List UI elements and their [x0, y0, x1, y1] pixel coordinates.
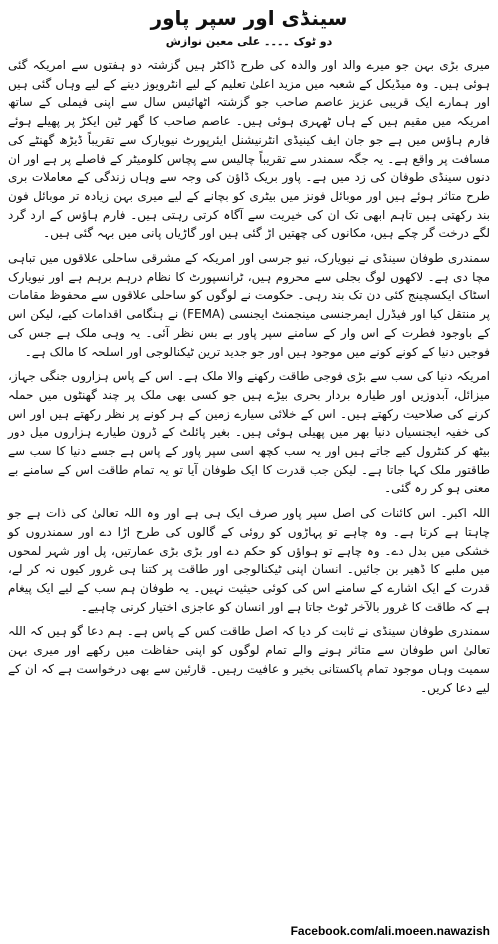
article-paragraph: سمندری طوفان سینڈی نے ثابت کر دیا کہ اصل طاقت کس کے پاس ہے۔ ہم دعا گو ہیں کہ اللہ تعالیٰ اس طوفان سے متاثر ہونے والے تمام لوگوں کو اپنی حفاظت میں رکھے اور میری بہن سمیت وہاں موجود تمام پاکستانی بخیر و عافیت رہیں۔ قارئین سے بھی درخواست ہے کہ ان کے لیے دعا کریں۔ [8, 624, 490, 695]
article-paragraph: میری بڑی بہن جو میرے والد اور والدہ کی طرح ڈاکٹر ہیں گزشتہ دو ہفتوں سے امریکہ گئی ہوئی ہیں۔ وہ میڈیکل کے شعبہ میں مزید اعلیٰ تعلیم کے لیے انٹرویوز دینے کے لیے وہاں گئی ہیں اور ہمارے ایک قریبی عزیز عاصم صاحب جو گزشتہ اٹھائیس سال سے اپنی فیملی کے ساتھ امریکہ میں مقیم ہیں کے ہاں ٹھہری ہوئی ہیں۔ عاصم صاحب کا گھر ٹین ایکڑ پر پھیلے ہوئے فارم ہاؤس میں ہے جو جان ایف کینیڈی انٹرنیشنل ایئرپورٹ نیویارک سے تقریباً ڈیڑھ گھنٹے کی مسافت پر واقع ہے۔ یہ جگہ سمندر سے تقریباً چالیس سے پچاس کلومیٹر کے فاصلے پر ہے اور ان دنوں سینڈی طوفان کی زد میں ہے۔ پاور بریک ڈاؤن کی وجہ سے وہاں زندگی کے معاملات بری طرح متاثر ہوئے ہیں اور موبائل فونز میں بیٹری کو بچانے کے لیے میری بہن زیادہ تر موبائل فون بند رکھتی ہیں تاہم ابھی تک ان کی خیریت سے آگاہ کرتی رہتی ہیں۔ فارم ہاؤس کے ارد گرد لگے درخت گر چکے ہیں، مکانوں کی چھتیں اڑ گئی ہیں اور گاڑیاں پانی میں بہہ گئی ہیں۔ [8, 58, 490, 241]
author-facebook-link: Facebook.com/ali.moeen.nawazish [290, 924, 490, 938]
article-body [8, 56, 490, 697]
article-paragraph: اللہ اکبر۔ اس کائنات کی اصل سپر پاور صرف ایک ہی ہے اور وہ اللہ تعالیٰ کی ذات ہے جو چاہتا ہے کرتا ہے۔ وہ چاہے تو پہاڑوں کو روئی کے گالوں کی طرح اڑا دے اور سمندروں کو خشکی میں بدل دے۔ وہ چاہے تو ہواؤں کو حکم دے اور بڑی بڑی عمارتیں، پل اور شہر لمحوں میں ملبے کا ڈھیر بن جائیں۔ انسان اپنی ٹیکنالوجی اور طاقت پر کتنا ہی غرور کیوں نہ کر لے، قدرت کے ایک اشارے کے سامنے اس کی کوئی حیثیت نہیں۔ یہ طوفان ہم سب کے لیے ایک پیغام ہے کہ طاقت کا غرور بالآخر ٹوٹ جاتا ہے اور انسان کو عاجزی اختیار کرنی چاہیے۔ [8, 506, 490, 614]
article-paragraph: امریکہ دنیا کی سب سے بڑی فوجی طاقت رکھنے والا ملک ہے۔ اس کے پاس ہزاروں جنگی جہاز، میزائل، آبدوزیں اور طیارہ بردار بحری بیڑے ہیں جو کسی بھی ملک پر چند گھنٹوں میں حملہ کرنے کی صلاحیت رکھتے ہیں۔ اس کے خلائی سیارے زمین کے ہر کونے پر نظر رکھتے ہیں اور اس کی خفیہ ایجنسیاں دنیا بھر میں پھیلی ہوئی ہیں۔ بغیر پائلٹ کے ڈرون طیارے ہزاروں میل دور بیٹھ کر کنٹرول کیے جاتے ہیں اور یہ سب کچھ اسی سپر پاور کے پاس ہے جسے دنیا کا سب سے طاقتور ملک کہا جاتا ہے۔ لیکن جب قدرت کا ایک طوفان آیا تو یہ تمام طاقت اس کے سامنے بے معنی ہو کر رہ گئی۔ [8, 369, 490, 496]
article-paragraph: سمندری طوفان سینڈی نے نیویارک، نیو جرسی اور امریکہ کے مشرقی ساحلی علاقوں میں تباہی مچا دی ہے۔ لاکھوں لوگ بجلی سے محروم ہیں، ٹرانسپورٹ کا نظام درہم برہم ہے اور نیویارک اسٹاک ایکسچینج کئی دن تک بند رہی۔ حکومت نے لوگوں کو ساحلی علاقوں سے محفوظ مقامات پر منتقل کیا اور فیڈرل ایمرجنسی مینجمنٹ ایجنسی (FEMA) نے ہنگامی اقدامات کیے، لیکن اس کے باوجود فطرت کے اس وار کے سامنے سپر پاور بے بس نظر آئی۔ یہ وہی ملک ہے جس کی فوجیں دنیا کے کونے کونے میں موجود ہیں اور جو جدید ترین ٹیکنالوجی اور اسلحہ کا مالک ہے۔ [8, 251, 490, 359]
article-headline: سینڈی اور سپر پاور [150, 6, 348, 30]
article-byline: دو ٹوک ۔۔۔۔ علی معین نوازش [165, 35, 333, 48]
